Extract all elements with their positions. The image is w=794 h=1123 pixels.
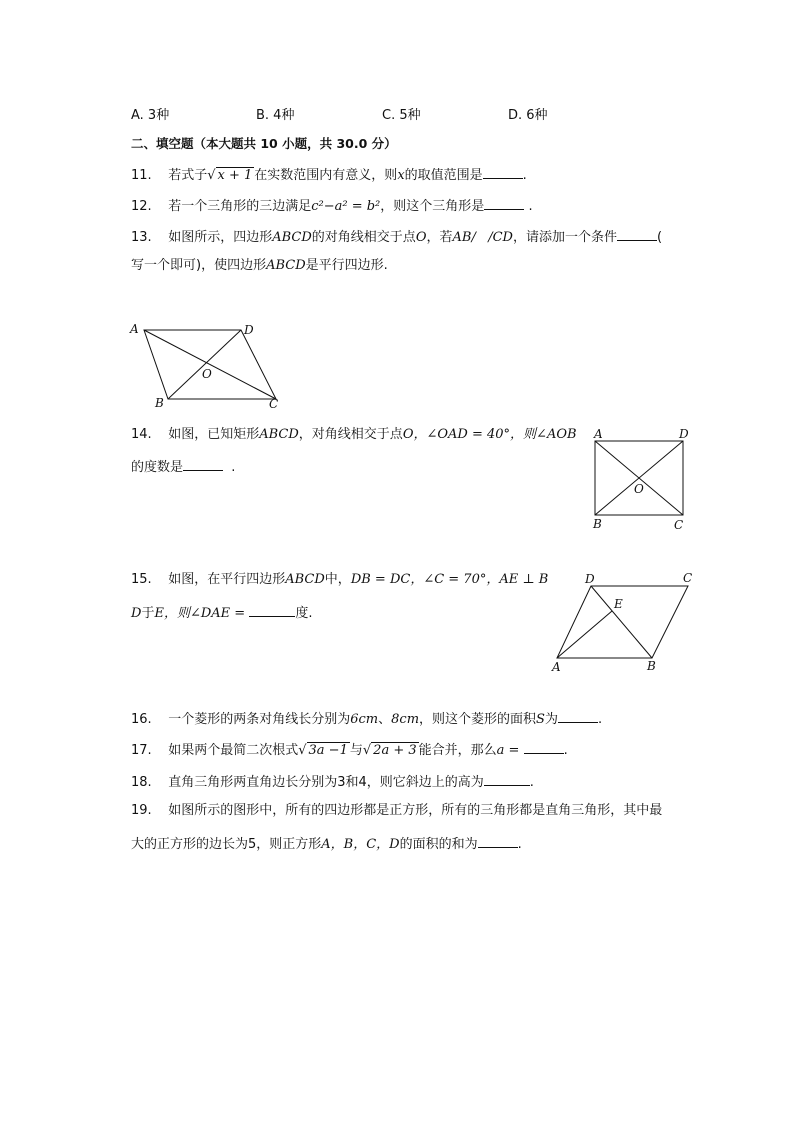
question-19-line2: 大的正方形的边长为5，则正方形A，B，C，D的面积的和为 . [131,834,522,854]
label-a: A [594,427,603,441]
label-b: B [647,659,656,673]
label-a: A [130,322,139,336]
question-number: 13. [131,230,152,245]
question-11: 11. 若式子√ x + 1 在实数范围内有意义，则x的取值范围是 . [131,165,527,185]
label-d: D [679,427,689,441]
question-12: 12. 若一个三角形的三边满足c²−a² = b²，则这个三角形是 . [131,196,533,216]
question-number: 17. [131,743,152,758]
option-c: C. 5种 [382,108,421,123]
label-b: B [155,396,164,410]
answer-blank [478,834,518,848]
question-number: 14. [131,427,152,442]
option-b: B. 4种 [256,108,295,123]
question-19: 19. 如图所示的图形中，所有的四边形都是正方形，所有的三角形都是直角三角形，其中最 [131,803,663,818]
question-14: 14. 如图，已知矩形ABCD，对角线相交于点O，∠OAD = 40°，则∠AOB [131,427,577,442]
label-b: B [593,517,602,531]
label-o: O [634,482,644,496]
label-e: E [614,597,623,611]
question-14-line2: 的度数是 . [131,457,235,477]
label-c: C [269,397,279,411]
answer-blank [524,740,564,754]
question-13-line2: 写一个即可)，使四边形ABCD是平行四边形. [131,258,388,273]
question-15: 15. 如图，在平行四边形ABCD中，DB = DC，∠C = 70°，AE ⊥ B [131,572,549,587]
question-number: 16. [131,712,152,727]
question-number: 18. [131,775,152,790]
question-number: 19. [131,803,152,818]
question-13: 13. 如图所示，四边形ABCD的对角线相交于点O，若AB/ /CD，请添加一个条件 ( [131,227,662,247]
question-16: 16. 一个菱形的两条对角线长分别为6cm、8cm，则这个菱形的面积S为 . [131,709,602,729]
question-number: 15. [131,572,152,587]
label-d: D [585,572,595,586]
label-c: C [674,518,684,532]
label-o: O [202,367,212,381]
label-c: C [683,571,693,585]
segment-ae [557,611,612,658]
question-17: 17. 如果两个最简二次根式√ 3a −1 与√ 2a + 3 能合并，那么a = . [131,740,568,760]
option-d: D. 6种 [508,108,548,123]
label-d: D [244,323,254,337]
label-a: A [552,660,561,674]
option-a: A. 3种 [131,108,170,123]
question-number: 12. [131,199,152,214]
answer-blank [558,709,598,723]
section-title: 二、填空题（本大题共 10 小题，共 30.0 分） [131,136,397,151]
question-number: 11. [131,168,152,183]
question-18: 18. 直角三角形两直角边长分别为3和4，则它斜边上的高为 . [131,772,534,792]
answer-blank [484,772,530,786]
question-15-line2: D于E，则∠DAE = 度. [131,603,312,623]
